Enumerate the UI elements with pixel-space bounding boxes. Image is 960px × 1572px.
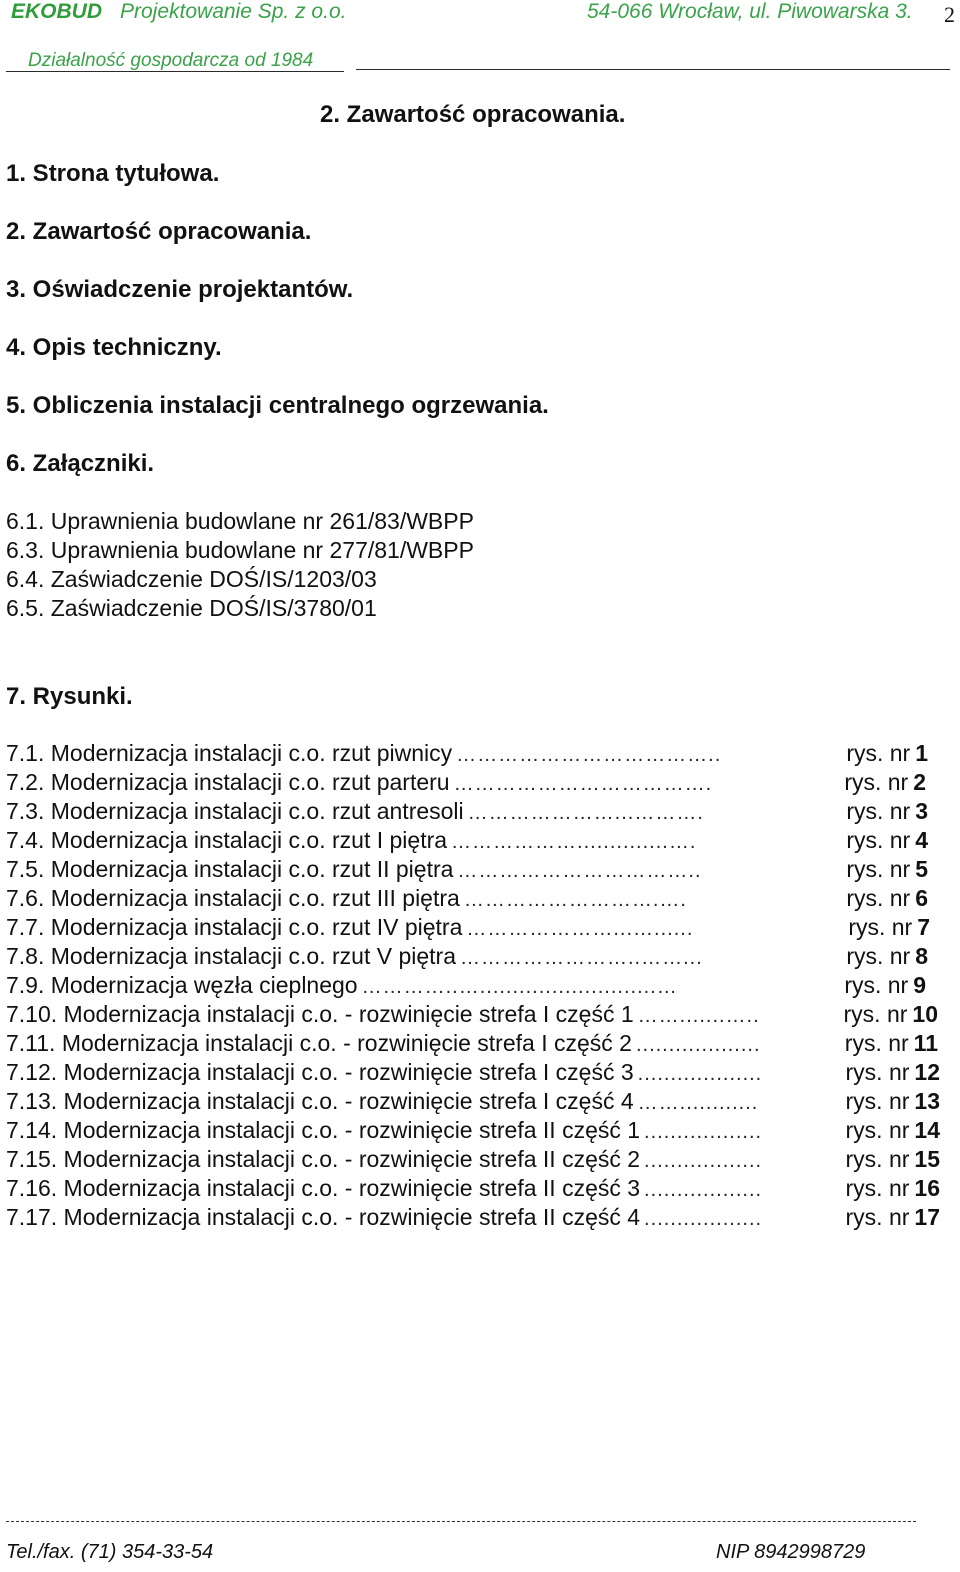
drawing-leader-dots: .................. — [644, 1208, 763, 1230]
drawing-row — [6, 914, 930, 943]
drawing-label: 7.7. Modernizacja instalacji c.o. rzut IV piętra — [6, 914, 463, 940]
footer-phone: Tel./fax. (71) 354-33-54 — [6, 1541, 214, 1563]
drawing-label: 7.9. Modernizacja węzła cieplnego — [6, 972, 358, 998]
drawing-number: 17 — [914, 1204, 940, 1230]
drawing-number: 5 — [915, 856, 928, 882]
footer-nip: NIP 8942998729 — [716, 1541, 866, 1563]
drawing-leader-dots: …………………………….. — [457, 860, 702, 882]
section-6: 6. Załączniki. — [6, 450, 155, 477]
attachment-item: 6.4. Zaświadczenie DOŚ/IS/1203/03 — [6, 566, 377, 592]
drawing-leader-dots: …….......….. — [637, 1005, 760, 1027]
section-5: 5. Obliczenia instalacji centralnego ogrzewania. — [6, 392, 549, 419]
drawing-label: 7.11. Modernizacja instalacji c.o. - rozwinięcie strefa I część 2 — [6, 1030, 632, 1056]
attachment-item: 6.3. Uprawnienia budowlane nr 277/81/WBPP — [6, 537, 474, 563]
drawing-rys-label: rys. nr — [845, 1204, 910, 1230]
drawing-rys-label: rys. nr — [844, 972, 909, 998]
drawing-rys-label: rys. nr — [846, 885, 911, 911]
drawing-label: 7.6. Modernizacja instalacji c.o. rzut III piętra — [6, 885, 460, 911]
drawing-leader-dots: …………………...………. — [467, 802, 704, 824]
drawing-row — [6, 1146, 940, 1175]
drawing-rys-label: rys. nr — [843, 1001, 908, 1027]
drawing-label: 7.10. Modernizacja instalacji c.o. - rozwinięcie strefa I część 1 — [6, 1001, 634, 1027]
drawing-number: 8 — [915, 943, 928, 969]
drawing-leader-dots: ……………………..……... — [459, 947, 703, 969]
drawing-label: 7.8. Modernizacja instalacji c.o. rzut V piętra — [6, 943, 456, 969]
section-2: 2. Zawartość opracowania. — [6, 218, 312, 245]
drawing-row — [6, 1088, 940, 1117]
drawing-label: 7.2. Modernizacja instalacji c.o. rzut parteru — [6, 769, 450, 795]
drawing-leader-dots: .................. — [644, 1179, 763, 1201]
drawing-leader-dots: .................. — [644, 1150, 763, 1172]
drawing-number: 9 — [913, 972, 926, 998]
drawing-label: 7.16. Modernizacja instalacji c.o. - rozwinięcie strefa II część 3 — [6, 1175, 641, 1201]
drawing-leader-dots: ……………………….…. — [463, 889, 687, 911]
drawing-leader-dots: .................. — [644, 1121, 763, 1143]
drawing-row — [6, 1030, 938, 1059]
footer-rule — [6, 1521, 916, 1522]
drawing-number: 14 — [914, 1117, 940, 1143]
drawing-rys-label: rys. nr — [845, 1146, 910, 1172]
drawing-number: 16 — [914, 1175, 940, 1201]
attachment-item: 6.1. Uprawnienia budowlane nr 261/83/WBPP — [6, 508, 474, 534]
drawing-rys-label: rys. nr — [845, 1059, 910, 1085]
drawing-number: 11 — [913, 1030, 938, 1056]
drawing-number: 2 — [913, 769, 926, 795]
section-3: 3. Oświadczenie projektantów. — [6, 276, 354, 303]
drawing-leader-dots: ………………..............…. — [451, 831, 697, 853]
drawing-row — [6, 1001, 938, 1030]
drawing-row — [6, 1204, 940, 1233]
drawing-rys-label: rys. nr — [846, 856, 911, 882]
drawing-label: 7.4. Modernizacja instalacji c.o. rzut I piętra — [6, 827, 448, 853]
drawing-leader-dots: ................... — [637, 1063, 763, 1085]
page-number: 2 — [944, 2, 955, 27]
drawing-leader-dots: ………………………………. — [453, 773, 713, 795]
drawing-rys-label: rys. nr — [844, 769, 909, 795]
header-underline-left — [6, 71, 344, 72]
drawing-rys-label: rys. nr — [845, 1117, 910, 1143]
drawing-number: 6 — [915, 885, 928, 911]
drawing-row — [6, 856, 928, 885]
drawing-number: 7 — [917, 914, 930, 940]
drawing-row — [6, 1117, 940, 1146]
drawing-label: 7.3. Modernizacja instalacji c.o. rzut antresoli — [6, 798, 464, 824]
drawing-leader-dots: ................... — [635, 1034, 761, 1056]
company-address: 54-066 Wrocław, ul. Piwowarska 3. — [587, 0, 913, 23]
page-title: 2. Zawartość opracowania. — [320, 101, 626, 128]
drawing-number: 15 — [914, 1146, 940, 1172]
drawing-leader-dots: …………..…...........................… — [361, 976, 678, 998]
drawing-rys-label: rys. nr — [844, 1030, 909, 1056]
drawing-number: 13 — [914, 1088, 940, 1114]
drawing-rys-label: rys. nr — [846, 798, 911, 824]
drawing-number: 4 — [915, 827, 928, 853]
drawing-rys-label: rys. nr — [848, 914, 913, 940]
section-7: 7. Rysunki. — [6, 683, 133, 710]
company-brand: EKOBUD — [11, 0, 103, 23]
drawing-leader-dots: ……............ — [637, 1092, 759, 1114]
drawing-rys-label: rys. nr — [846, 827, 911, 853]
drawing-number: 3 — [915, 798, 928, 824]
drawing-rys-label: rys. nr — [846, 943, 911, 969]
drawing-row — [6, 740, 928, 769]
drawing-label: 7.15. Modernizacja instalacji c.o. - rozwinięcie strefa II część 2 — [6, 1146, 641, 1172]
drawing-row — [6, 827, 928, 856]
drawing-label: 7.17. Modernizacja instalacji c.o. - rozwinięcie strefa II część 4 — [6, 1204, 641, 1230]
drawing-number: 12 — [914, 1059, 940, 1085]
header-underline-right — [356, 69, 950, 70]
drawing-leader-dots: …………………...…...... — [466, 918, 694, 940]
drawing-rys-label: rys. nr — [846, 740, 911, 766]
drawing-rys-label: rys. nr — [845, 1175, 910, 1201]
company-name: Projektowanie Sp. z o.o. — [120, 0, 347, 23]
drawing-row — [6, 885, 928, 914]
section-1: 1. Strona tytułowa. — [6, 160, 220, 187]
drawing-rys-label: rys. nr — [845, 1088, 910, 1114]
drawing-label: 7.14. Modernizacja instalacji c.o. - rozwinięcie strefa II część 1 — [6, 1117, 641, 1143]
drawing-leader-dots: ……………………………….. — [456, 744, 722, 766]
drawing-label: 7.13. Modernizacja instalacji c.o. - rozwinięcie strefa I część 4 — [6, 1088, 634, 1114]
attachment-item: 6.5. Zaświadczenie DOŚ/IS/3780/01 — [6, 595, 377, 621]
drawing-row — [6, 1059, 940, 1088]
drawing-row — [6, 1175, 940, 1204]
drawing-label: 7.1. Modernizacja instalacji c.o. rzut piwnicy — [6, 740, 453, 766]
drawing-row — [6, 769, 926, 798]
drawing-number: 10 — [912, 1001, 938, 1027]
section-4: 4. Opis techniczny. — [6, 334, 222, 361]
drawing-label: 7.5. Modernizacja instalacji c.o. rzut II piętra — [6, 856, 454, 882]
drawing-row — [6, 798, 928, 827]
company-since: Działalność gospodarcza od 1984 — [28, 50, 314, 71]
drawing-row — [6, 972, 926, 1001]
drawing-label: 7.12. Modernizacja instalacji c.o. - rozwinięcie strefa I część 3 — [6, 1059, 634, 1085]
drawing-row — [6, 943, 928, 972]
drawing-number: 1 — [915, 740, 928, 766]
